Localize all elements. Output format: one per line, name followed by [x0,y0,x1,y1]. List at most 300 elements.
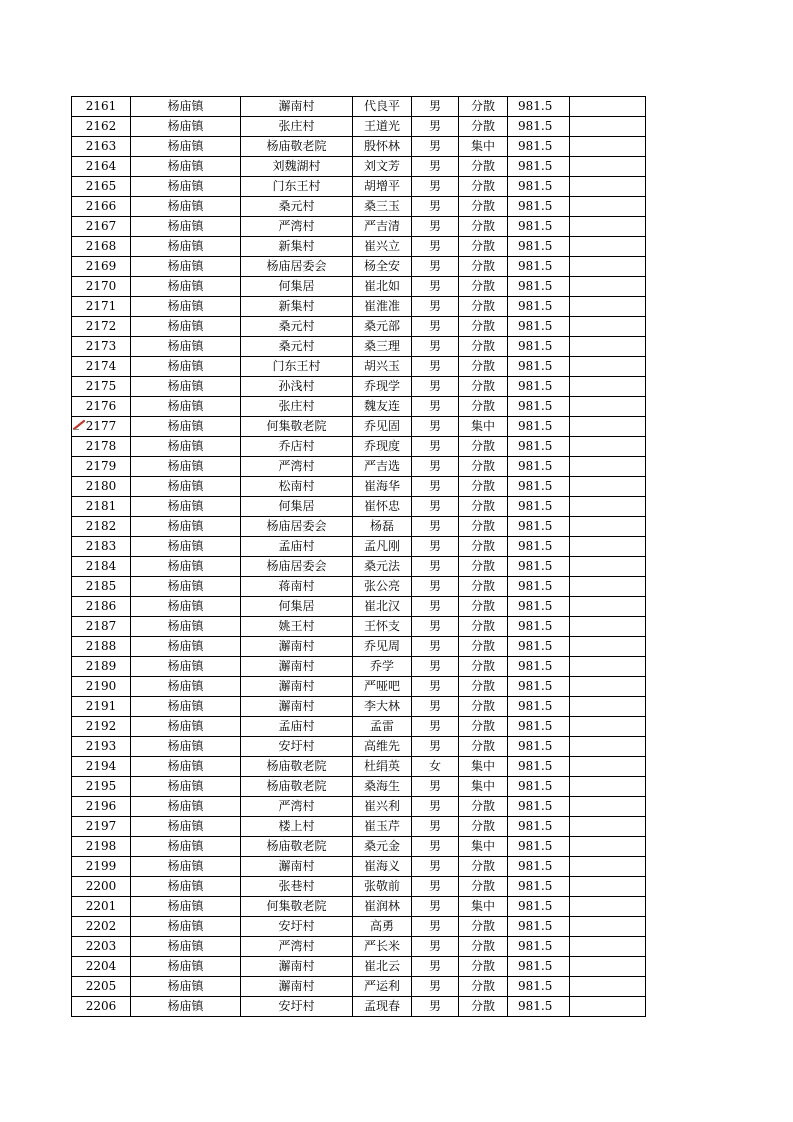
name-cell: 乔现度 [353,437,412,457]
name-cell: 严吉选 [353,457,412,477]
name-cell: 胡增平 [353,177,412,197]
table-row [72,217,646,237]
table-row [72,757,646,777]
support-type-cell: 分散 [459,797,508,817]
support-type-cell: 分散 [459,857,508,877]
sex-cell: 男 [412,497,459,517]
blank-cell [570,997,646,1017]
row-number: 2161 [72,97,131,117]
sex-cell: 男 [412,457,459,477]
village-cell: 桑元村 [241,317,353,337]
village-cell: 澥南村 [241,97,353,117]
table-row [72,797,646,817]
table-row [72,577,646,597]
table-row [72,777,646,797]
town-cell: 杨庙镇 [131,337,241,357]
blank-cell [570,657,646,677]
village-cell: 严湾村 [241,937,353,957]
amount-cell: 981.5 [508,437,570,457]
table-row [72,677,646,697]
blank-cell [570,457,646,477]
village-cell: 澥南村 [241,677,353,697]
name-cell: 崔海义 [353,857,412,877]
village-cell: 澥南村 [241,697,353,717]
blank-cell [570,277,646,297]
sex-cell: 男 [412,137,459,157]
amount-cell: 981.5 [508,857,570,877]
blank-cell [570,897,646,917]
sex-cell: 男 [412,217,459,237]
sex-cell: 男 [412,277,459,297]
name-cell: 崔怀忠 [353,497,412,517]
blank-cell [570,497,646,517]
sex-cell: 男 [412,517,459,537]
support-type-cell: 分散 [459,477,508,497]
sex-cell: 男 [412,897,459,917]
sex-cell: 男 [412,797,459,817]
name-cell: 崔北汉 [353,597,412,617]
blank-cell [570,717,646,737]
amount-cell: 981.5 [508,237,570,257]
town-cell: 杨庙镇 [131,377,241,397]
support-type-cell: 分散 [459,957,508,977]
support-type-cell: 分散 [459,437,508,457]
name-cell: 王道光 [353,117,412,137]
blank-cell [570,757,646,777]
blank-cell [570,557,646,577]
support-type-cell: 分散 [459,977,508,997]
amount-cell: 981.5 [508,297,570,317]
town-cell: 杨庙镇 [131,517,241,537]
blank-cell [570,157,646,177]
amount-cell: 981.5 [508,97,570,117]
amount-cell: 981.5 [508,277,570,297]
sex-cell: 男 [412,977,459,997]
blank-cell [570,877,646,897]
row-number: 2205 [72,977,131,997]
village-cell: 门东王村 [241,357,353,377]
name-cell: 桑元金 [353,837,412,857]
row-number: 2198 [72,837,131,857]
sex-cell: 男 [412,877,459,897]
table-row [72,737,646,757]
amount-cell: 981.5 [508,317,570,337]
table-row [72,637,646,657]
town-cell: 杨庙镇 [131,757,241,777]
row-number: 2164 [72,157,131,177]
sex-cell: 男 [412,97,459,117]
table-row [72,177,646,197]
amount-cell: 981.5 [508,897,570,917]
village-cell: 姚王村 [241,617,353,637]
sex-cell: 男 [412,477,459,497]
table-row [72,857,646,877]
name-cell: 高维先 [353,737,412,757]
town-cell: 杨庙镇 [131,437,241,457]
support-type-cell: 分散 [459,817,508,837]
town-cell: 杨庙镇 [131,937,241,957]
support-type-cell: 分散 [459,297,508,317]
sex-cell: 男 [412,317,459,337]
row-number: 2199 [72,857,131,877]
name-cell: 乔学 [353,657,412,677]
amount-cell: 981.5 [508,557,570,577]
town-cell: 杨庙镇 [131,597,241,617]
village-cell: 刘魏湖村 [241,157,353,177]
support-type-cell: 分散 [459,597,508,617]
name-cell: 李大林 [353,697,412,717]
row-number: 2162 [72,117,131,137]
table-row [72,617,646,637]
row-number: 2188 [72,637,131,657]
name-cell: 崔北如 [353,277,412,297]
table-row [72,977,646,997]
table-row [72,357,646,377]
sex-cell: 男 [412,197,459,217]
village-cell: 杨庙居委会 [241,517,353,537]
row-number: 2187 [72,617,131,637]
support-type-cell: 集中 [459,757,508,777]
amount-cell: 981.5 [508,477,570,497]
name-cell: 乔见固 [353,417,412,437]
village-cell: 新集村 [241,237,353,257]
support-type-cell: 分散 [459,717,508,737]
blank-cell [570,737,646,757]
amount-cell: 981.5 [508,957,570,977]
amount-cell: 981.5 [508,877,570,897]
village-cell: 孙浅村 [241,377,353,397]
row-number: 2202 [72,917,131,937]
town-cell: 杨庙镇 [131,797,241,817]
amount-cell: 981.5 [508,377,570,397]
support-type-cell: 集中 [459,777,508,797]
town-cell: 杨庙镇 [131,177,241,197]
table-row [72,337,646,357]
table-row [72,537,646,557]
support-type-cell: 分散 [459,517,508,537]
row-number: 2191 [72,697,131,717]
blank-cell [570,677,646,697]
blank-cell [570,517,646,537]
amount-cell: 981.5 [508,357,570,377]
sex-cell: 男 [412,257,459,277]
table-row [72,417,646,437]
blank-cell [570,117,646,137]
village-cell: 杨庙居委会 [241,557,353,577]
name-cell: 乔见周 [353,637,412,657]
town-cell: 杨庙镇 [131,997,241,1017]
sex-cell: 男 [412,157,459,177]
village-cell: 澥南村 [241,637,353,657]
amount-cell: 981.5 [508,457,570,477]
amount-cell: 981.5 [508,977,570,997]
sex-cell: 男 [412,417,459,437]
row-number: 2168 [72,237,131,257]
table-row [72,317,646,337]
table-row [72,197,646,217]
blank-cell [570,937,646,957]
town-cell: 杨庙镇 [131,157,241,177]
table-row [72,457,646,477]
support-type-cell: 分散 [459,277,508,297]
amount-cell: 981.5 [508,717,570,737]
village-cell: 安圩村 [241,997,353,1017]
blank-cell [570,917,646,937]
sex-cell: 男 [412,537,459,557]
village-cell: 乔店村 [241,437,353,457]
village-cell: 蒋南村 [241,577,353,597]
sex-cell: 男 [412,617,459,637]
sex-cell: 男 [412,237,459,257]
blank-cell [570,97,646,117]
sex-cell: 男 [412,657,459,677]
village-cell: 桑元村 [241,197,353,217]
village-cell: 何集居 [241,277,353,297]
amount-cell: 981.5 [508,697,570,717]
table-row [72,997,646,1017]
name-cell: 严吉清 [353,217,412,237]
comment-indicator-icon[interactable] [73,420,85,430]
row-number: 2200 [72,877,131,897]
village-cell: 孟庙村 [241,537,353,557]
table-row [72,717,646,737]
row-number: 2195 [72,777,131,797]
name-cell: 崔玉芹 [353,817,412,837]
village-cell: 澥南村 [241,657,353,677]
village-cell: 安圩村 [241,917,353,937]
table-row [72,817,646,837]
support-type-cell: 分散 [459,617,508,637]
name-cell: 乔现学 [353,377,412,397]
amount-cell: 981.5 [508,657,570,677]
support-type-cell: 分散 [459,737,508,757]
sex-cell: 男 [412,377,459,397]
table-row [72,137,646,157]
name-cell: 杨全安 [353,257,412,277]
sex-cell: 男 [412,737,459,757]
sex-cell: 男 [412,937,459,957]
town-cell: 杨庙镇 [131,357,241,377]
row-number: 2166 [72,197,131,217]
town-cell: 杨庙镇 [131,217,241,237]
village-cell: 杨庙居委会 [241,257,353,277]
sex-cell: 男 [412,117,459,137]
row-number: 2184 [72,557,131,577]
name-cell: 桑元法 [353,557,412,577]
village-cell: 何集敬老院 [241,897,353,917]
amount-cell: 981.5 [508,837,570,857]
row-number: 2201 [72,897,131,917]
name-cell: 严运利 [353,977,412,997]
blank-cell [570,637,646,657]
amount-cell: 981.5 [508,197,570,217]
village-cell: 楼上村 [241,817,353,837]
support-type-cell: 分散 [459,997,508,1017]
support-type-cell: 分散 [459,637,508,657]
amount-cell: 981.5 [508,777,570,797]
town-cell: 杨庙镇 [131,317,241,337]
row-number: 2190 [72,677,131,697]
sex-cell: 男 [412,957,459,977]
blank-cell [570,957,646,977]
row-number: 2176 [72,397,131,417]
blank-cell [570,477,646,497]
blank-cell [570,837,646,857]
amount-cell: 981.5 [508,537,570,557]
support-type-cell: 分散 [459,937,508,957]
town-cell: 杨庙镇 [131,837,241,857]
blank-cell [570,417,646,437]
village-cell: 杨庙敬老院 [241,777,353,797]
blank-cell [570,297,646,317]
table-body [72,97,646,1017]
support-type-cell: 分散 [459,497,508,517]
table-row [72,597,646,617]
support-type-cell: 分散 [459,197,508,217]
town-cell: 杨庙镇 [131,957,241,977]
town-cell: 杨庙镇 [131,257,241,277]
amount-cell: 981.5 [508,257,570,277]
blank-cell [570,357,646,377]
town-cell: 杨庙镇 [131,417,241,437]
town-cell: 杨庙镇 [131,677,241,697]
name-cell: 杨磊 [353,517,412,537]
table-row [72,237,646,257]
blank-cell [570,577,646,597]
sex-cell: 男 [412,437,459,457]
name-cell: 崔兴立 [353,237,412,257]
blank-cell [570,217,646,237]
village-cell: 澥南村 [241,977,353,997]
name-cell: 刘文芳 [353,157,412,177]
village-cell: 澥南村 [241,957,353,977]
name-cell: 崔海华 [353,477,412,497]
blank-cell [570,237,646,257]
row-number: 2197 [72,817,131,837]
village-cell: 严湾村 [241,217,353,237]
table-row [72,937,646,957]
town-cell: 杨庙镇 [131,577,241,597]
name-cell: 崔润林 [353,897,412,917]
village-cell: 桑元村 [241,337,353,357]
table-row [72,917,646,937]
village-cell: 杨庙敬老院 [241,837,353,857]
town-cell: 杨庙镇 [131,617,241,637]
amount-cell: 981.5 [508,937,570,957]
name-cell: 桑三玉 [353,197,412,217]
row-number: 2171 [72,297,131,317]
amount-cell: 981.5 [508,597,570,617]
row-number: 2206 [72,997,131,1017]
village-cell: 门东王村 [241,177,353,197]
name-cell: 严哑吧 [353,677,412,697]
amount-cell: 981.5 [508,497,570,517]
row-number: 2186 [72,597,131,617]
name-cell: 魏友连 [353,397,412,417]
support-type-cell: 分散 [459,97,508,117]
row-number: 2185 [72,577,131,597]
town-cell: 杨庙镇 [131,977,241,997]
town-cell: 杨庙镇 [131,697,241,717]
row-number: 2203 [72,937,131,957]
blank-cell [570,537,646,557]
amount-cell: 981.5 [508,137,570,157]
support-type-cell: 集中 [459,417,508,437]
town-cell: 杨庙镇 [131,457,241,477]
village-cell: 张庄村 [241,397,353,417]
support-type-cell: 分散 [459,217,508,237]
support-type-cell: 集中 [459,837,508,857]
blank-cell [570,377,646,397]
sex-cell: 男 [412,857,459,877]
name-cell: 崔淮准 [353,297,412,317]
sex-cell: 男 [412,577,459,597]
blank-cell [570,797,646,817]
amount-cell: 981.5 [508,917,570,937]
amount-cell: 981.5 [508,577,570,597]
row-number: 2177 [72,417,131,437]
row-number: 2163 [72,137,131,157]
support-type-cell: 分散 [459,157,508,177]
town-cell: 杨庙镇 [131,857,241,877]
support-type-cell: 分散 [459,677,508,697]
blank-cell [570,337,646,357]
town-cell: 杨庙镇 [131,897,241,917]
support-type-cell: 分散 [459,337,508,357]
row-number: 2181 [72,497,131,517]
sex-cell: 男 [412,297,459,317]
amount-cell: 981.5 [508,117,570,137]
town-cell: 杨庙镇 [131,477,241,497]
sex-cell: 男 [412,337,459,357]
blank-cell [570,197,646,217]
table-row [72,697,646,717]
sex-cell: 女 [412,757,459,777]
blank-cell [570,977,646,997]
blank-cell [570,857,646,877]
support-type-cell: 分散 [459,377,508,397]
table-row [72,517,646,537]
village-cell: 何集居 [241,497,353,517]
table-row [72,497,646,517]
blank-cell [570,597,646,617]
village-cell: 杨庙敬老院 [241,137,353,157]
table-row [72,97,646,117]
row-number: 2167 [72,217,131,237]
name-cell: 严长米 [353,937,412,957]
row-number: 2183 [72,537,131,557]
row-number: 2169 [72,257,131,277]
support-type-cell: 分散 [459,177,508,197]
table-row [72,557,646,577]
row-number: 2182 [72,517,131,537]
row-number: 2196 [72,797,131,817]
town-cell: 杨庙镇 [131,297,241,317]
data-table [71,96,646,1017]
sex-cell: 男 [412,677,459,697]
support-type-cell: 分散 [459,917,508,937]
amount-cell: 981.5 [508,757,570,777]
name-cell: 孟凡刚 [353,537,412,557]
support-type-cell: 分散 [459,557,508,577]
row-number: 2165 [72,177,131,197]
town-cell: 杨庙镇 [131,237,241,257]
name-cell: 张敬前 [353,877,412,897]
town-cell: 杨庙镇 [131,397,241,417]
support-type-cell: 分散 [459,457,508,477]
amount-cell: 981.5 [508,217,570,237]
table-row [72,117,646,137]
